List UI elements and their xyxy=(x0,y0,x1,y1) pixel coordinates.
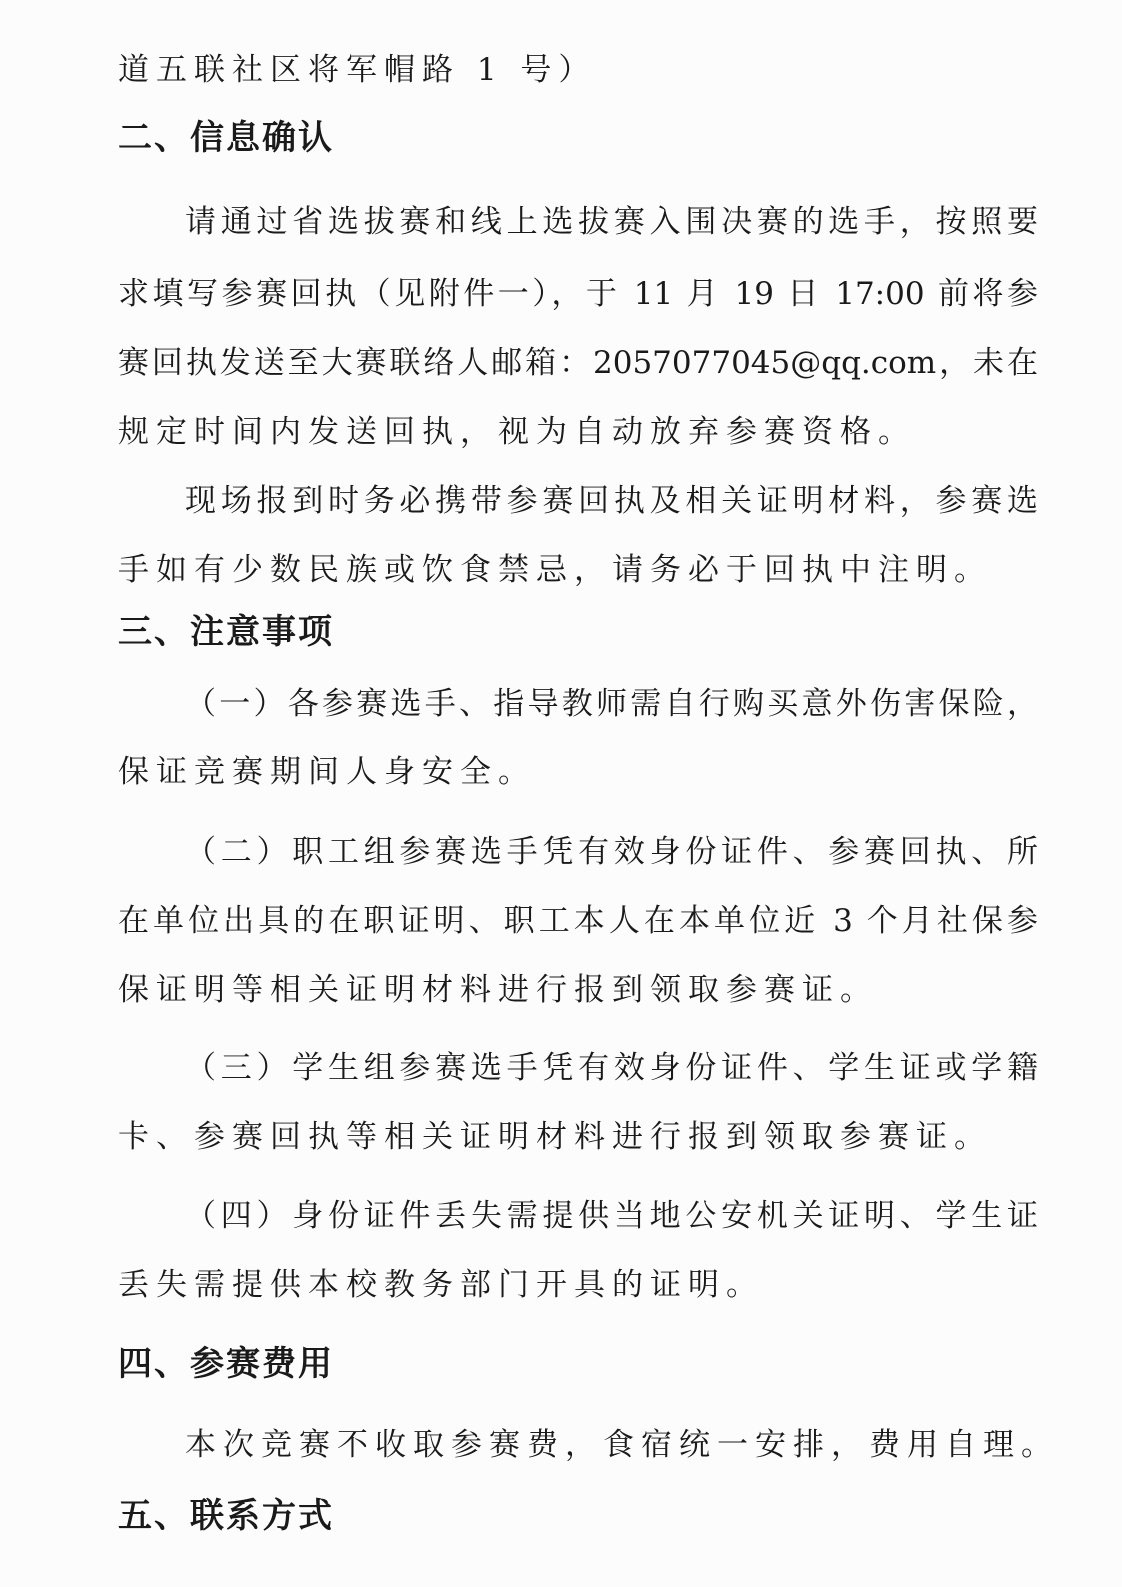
paragraph-line: 求填写参赛回执（见附件一），于 11 月 19 日 17:00 前将参 xyxy=(118,276,1038,312)
text-line: 道五联社区将军帽路 1 号） xyxy=(118,52,597,88)
paragraph-line: 丢失需提供本校教务部门开具的证明。 xyxy=(118,1267,764,1303)
paragraph-line: （三）学生组参赛选手凭有效身份证件、学生证或学籍 xyxy=(185,1050,1038,1086)
section-heading-2: 二、信息确认 xyxy=(118,118,334,158)
paragraph-line: 规定时间内发送回执，视为自动放弃参赛资格。 xyxy=(118,414,916,450)
paragraph-line: 保证明等相关证明材料进行报到领取参赛证。 xyxy=(118,972,878,1008)
paragraph-line: 保证竞赛期间人身安全。 xyxy=(118,754,536,790)
section-heading-5: 五、联系方式 xyxy=(118,1496,334,1536)
paragraph-line: 赛回执发送至大赛联络人邮箱：2057077045@qq.com，未在 xyxy=(118,345,1038,381)
paragraph-line: 手如有少数民族或饮食禁忌，请务必于回执中注明。 xyxy=(118,552,992,588)
paragraph-line: （二）职工组参赛选手凭有效身份证件、参赛回执、所 xyxy=(185,834,1038,870)
paragraph-line: 本次竞赛不收取参赛费，食宿统一安排，费用自理。 xyxy=(185,1427,1059,1463)
paragraph-line: 卡、参赛回执等相关证明材料进行报到领取参赛证。 xyxy=(118,1119,992,1155)
paragraph-line: 请通过省选拔赛和线上选拔赛入围决赛的选手，按照要 xyxy=(185,204,1038,240)
paragraph-line: （一）各参赛选手、指导教师需自行购买意外伤害保险， xyxy=(185,686,1038,722)
section-heading-4: 四、参赛费用 xyxy=(118,1344,334,1384)
paragraph-line: 现场报到时务必携带参赛回执及相关证明材料，参赛选 xyxy=(185,483,1038,519)
section-heading-3: 三、注意事项 xyxy=(118,612,334,652)
paragraph-line: （四）身份证件丢失需提供当地公安机关证明、学生证 xyxy=(185,1198,1038,1234)
paragraph-line: 在单位出具的在职证明、职工本人在本单位近 3 个月社保参 xyxy=(118,903,1038,939)
